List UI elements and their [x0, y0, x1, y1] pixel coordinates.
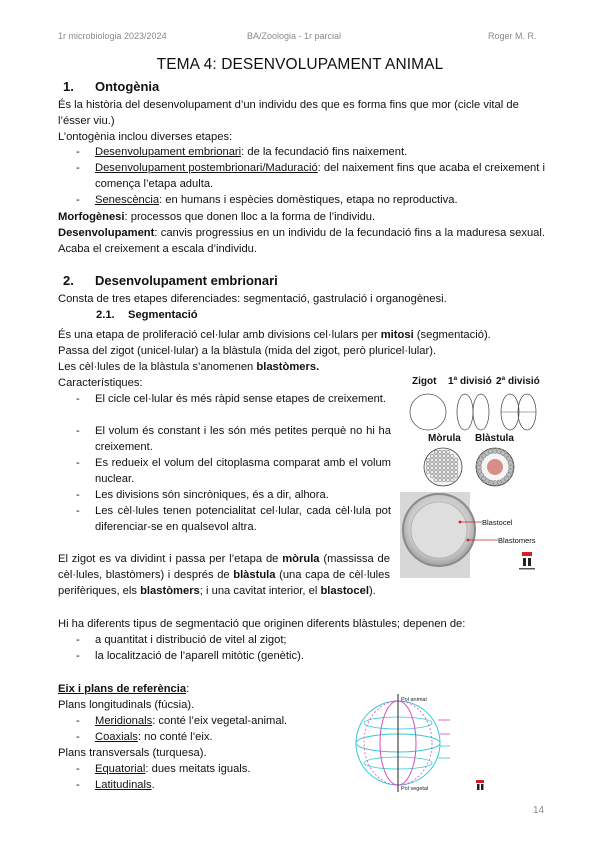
header-author: Roger M. R.: [488, 31, 537, 41]
label-2nd-division: 2ª divisió: [496, 376, 540, 387]
page-title: TEMA 4: DESENVOLUPAMENT ANIMAL: [156, 56, 444, 73]
blastula-drawing: [476, 448, 514, 486]
zigot-cell: [410, 394, 446, 430]
bullet-dash: -: [76, 505, 80, 517]
pointer-dot: [467, 539, 470, 542]
label-blastula: Blàstula: [475, 433, 514, 444]
bullet-dash: -: [76, 194, 80, 206]
eix-plans-heading: Eix i plans de referència:: [58, 683, 190, 695]
subsection-2-1-heading: 2.1. Segmentació: [96, 309, 198, 321]
ontogenia-definition: És la història del desenvolupament d’un individu des que es forma fins que mor (cicle vital de l’ésser viu.): [58, 99, 519, 127]
plane-item-coaxials: Coaxials: no conté l’eix.: [95, 731, 213, 743]
char-item: Les cèl·lules tenen potencialitat cel·lular, cada cèl·lula pot diferenciar-se en qualsevol altra.: [95, 505, 391, 533]
char-item: El volum és constant i les són més petites perquè no hi ha creixement.: [95, 425, 391, 453]
type-item: a quantitat i distribució de vitel al zigot;: [95, 634, 287, 646]
plane-item-latitudinals: Latitudinals.: [95, 779, 155, 791]
stage-item-postembrionari: Desenvolupament postembrionari/Maduració: del naixement fins que acaba el creixement i comença l’etapa adulta.: [95, 162, 546, 190]
bullet-dash: -: [76, 779, 80, 791]
pointer-dot: [459, 521, 462, 524]
stage-item-senescencia: Senescència: en humans i espècies domèstiques, etapa no reproductiva.: [95, 194, 458, 206]
page-number: 14: [533, 805, 545, 816]
logo-icon: [476, 780, 484, 790]
blastomere-2: [473, 394, 489, 430]
section-1-heading: 1. Ontogènia: [63, 79, 160, 94]
segmentation-types-intro: Hi ha diferents tipus de segmentació que originen diferents blàstules; depenen de:: [58, 618, 466, 630]
longitudinal-planes-label: Plans longitudinals (fúcsia).: [58, 699, 195, 711]
char-item: El cicle cel·lular és més ràpid sense etapes de creixement.: [95, 393, 387, 405]
label-pol-animal: Pol animal: [401, 697, 427, 703]
morula-drawing: [424, 448, 462, 486]
blastomers-text: Les cèl·lules de la blàstula s’anomenen blastòmers.: [58, 361, 320, 373]
desenvolupament-definition: Desenvolupament: canvis progressius en un individu de la fecundació fins a la maduresa sexual. Acaba el creixement a escala d’individu.: [58, 227, 545, 255]
bullet-dash: -: [76, 731, 80, 743]
bullet-dash: -: [76, 489, 80, 501]
zigot-division-text: El zigot es va dividint i passa per l’etapa de mòrula (massissa de cèl·lules, blastòmers) i després de blàstula (una capa de cèl·lules perifèriques, els blastòmers; i una cavitat interior, el blastocel).: [58, 553, 390, 597]
label-blastomers: Blastomers: [498, 536, 536, 545]
bullet-dash: -: [76, 425, 80, 437]
plane-item-equatorial: Equatorial: dues meitats iguals.: [95, 763, 251, 775]
ontogenia-stages-intro: L’ontogènia inclou diverses etapes:: [58, 131, 233, 143]
section-2-heading: 2. Desenvolupament embrionari: [63, 273, 278, 288]
logo-icon: [519, 552, 535, 570]
header-course: 1r microbiologia 2023/2024: [58, 31, 167, 41]
cleavage-figure: [398, 370, 548, 580]
caracteristiques-label: Característiques:: [58, 377, 143, 389]
zigot-blastula-text: Passa del zigot (unicel·lular) a la blàstula (mida del zigot, però pluricel·lular).: [58, 345, 437, 357]
transversal-planes-label: Plans transversals (turquesa).: [58, 747, 207, 759]
label-blastocel: Blastocel: [482, 518, 513, 527]
blastula-cell: [508, 460, 513, 465]
morfogenesi-definition: Morfogènesi: processos que donen lloc a la forma de l’individu.: [58, 211, 376, 223]
reference-planes-figure: [338, 688, 508, 798]
label-1st-division: 1ª divisió: [448, 376, 492, 387]
label-morula: Mòrula: [428, 433, 461, 444]
blastula-cavity: [487, 459, 503, 475]
bullet-dash: -: [76, 715, 80, 727]
header-subject: BA/Zoologia - 1r parcial: [247, 31, 342, 41]
label-pol-vegetal: Pol vegetal: [401, 786, 429, 792]
bullet-dash: -: [76, 393, 80, 405]
char-item: Les divisions són sincròniques, és a dir, alhora.: [95, 489, 329, 501]
blastomere-1: [457, 394, 473, 430]
bullet-dash: -: [76, 146, 80, 158]
stage-item-embrionari: Desenvolupament embrionari: de la fecundació fins naixement.: [95, 146, 408, 158]
blastocel-cavity: [411, 502, 467, 558]
embrionari-intro: Consta de tres etapes diferenciades: segmentació, gastrulació i organogènesi.: [58, 293, 447, 305]
plane-item-meridionals: Meridionals: conté l’eix vegetal-animal.: [95, 715, 288, 727]
segmentacio-definition: És una etapa de proliferació cel·lular amb divisions cel·lulars per mitosi (segmentació).: [58, 329, 491, 341]
bullet-dash: -: [76, 162, 80, 174]
bullet-dash: -: [76, 457, 80, 469]
label-zigot: Zigot: [412, 376, 437, 387]
bullet-dash: -: [76, 634, 80, 646]
bullet-dash: -: [76, 763, 80, 775]
char-item: Es redueix el volum del citoplasma comparat amb el volum nuclear.: [95, 457, 391, 485]
type-item: la localització de l’aparell mitòtic (genètic).: [95, 650, 304, 662]
bullet-dash: -: [76, 650, 80, 662]
